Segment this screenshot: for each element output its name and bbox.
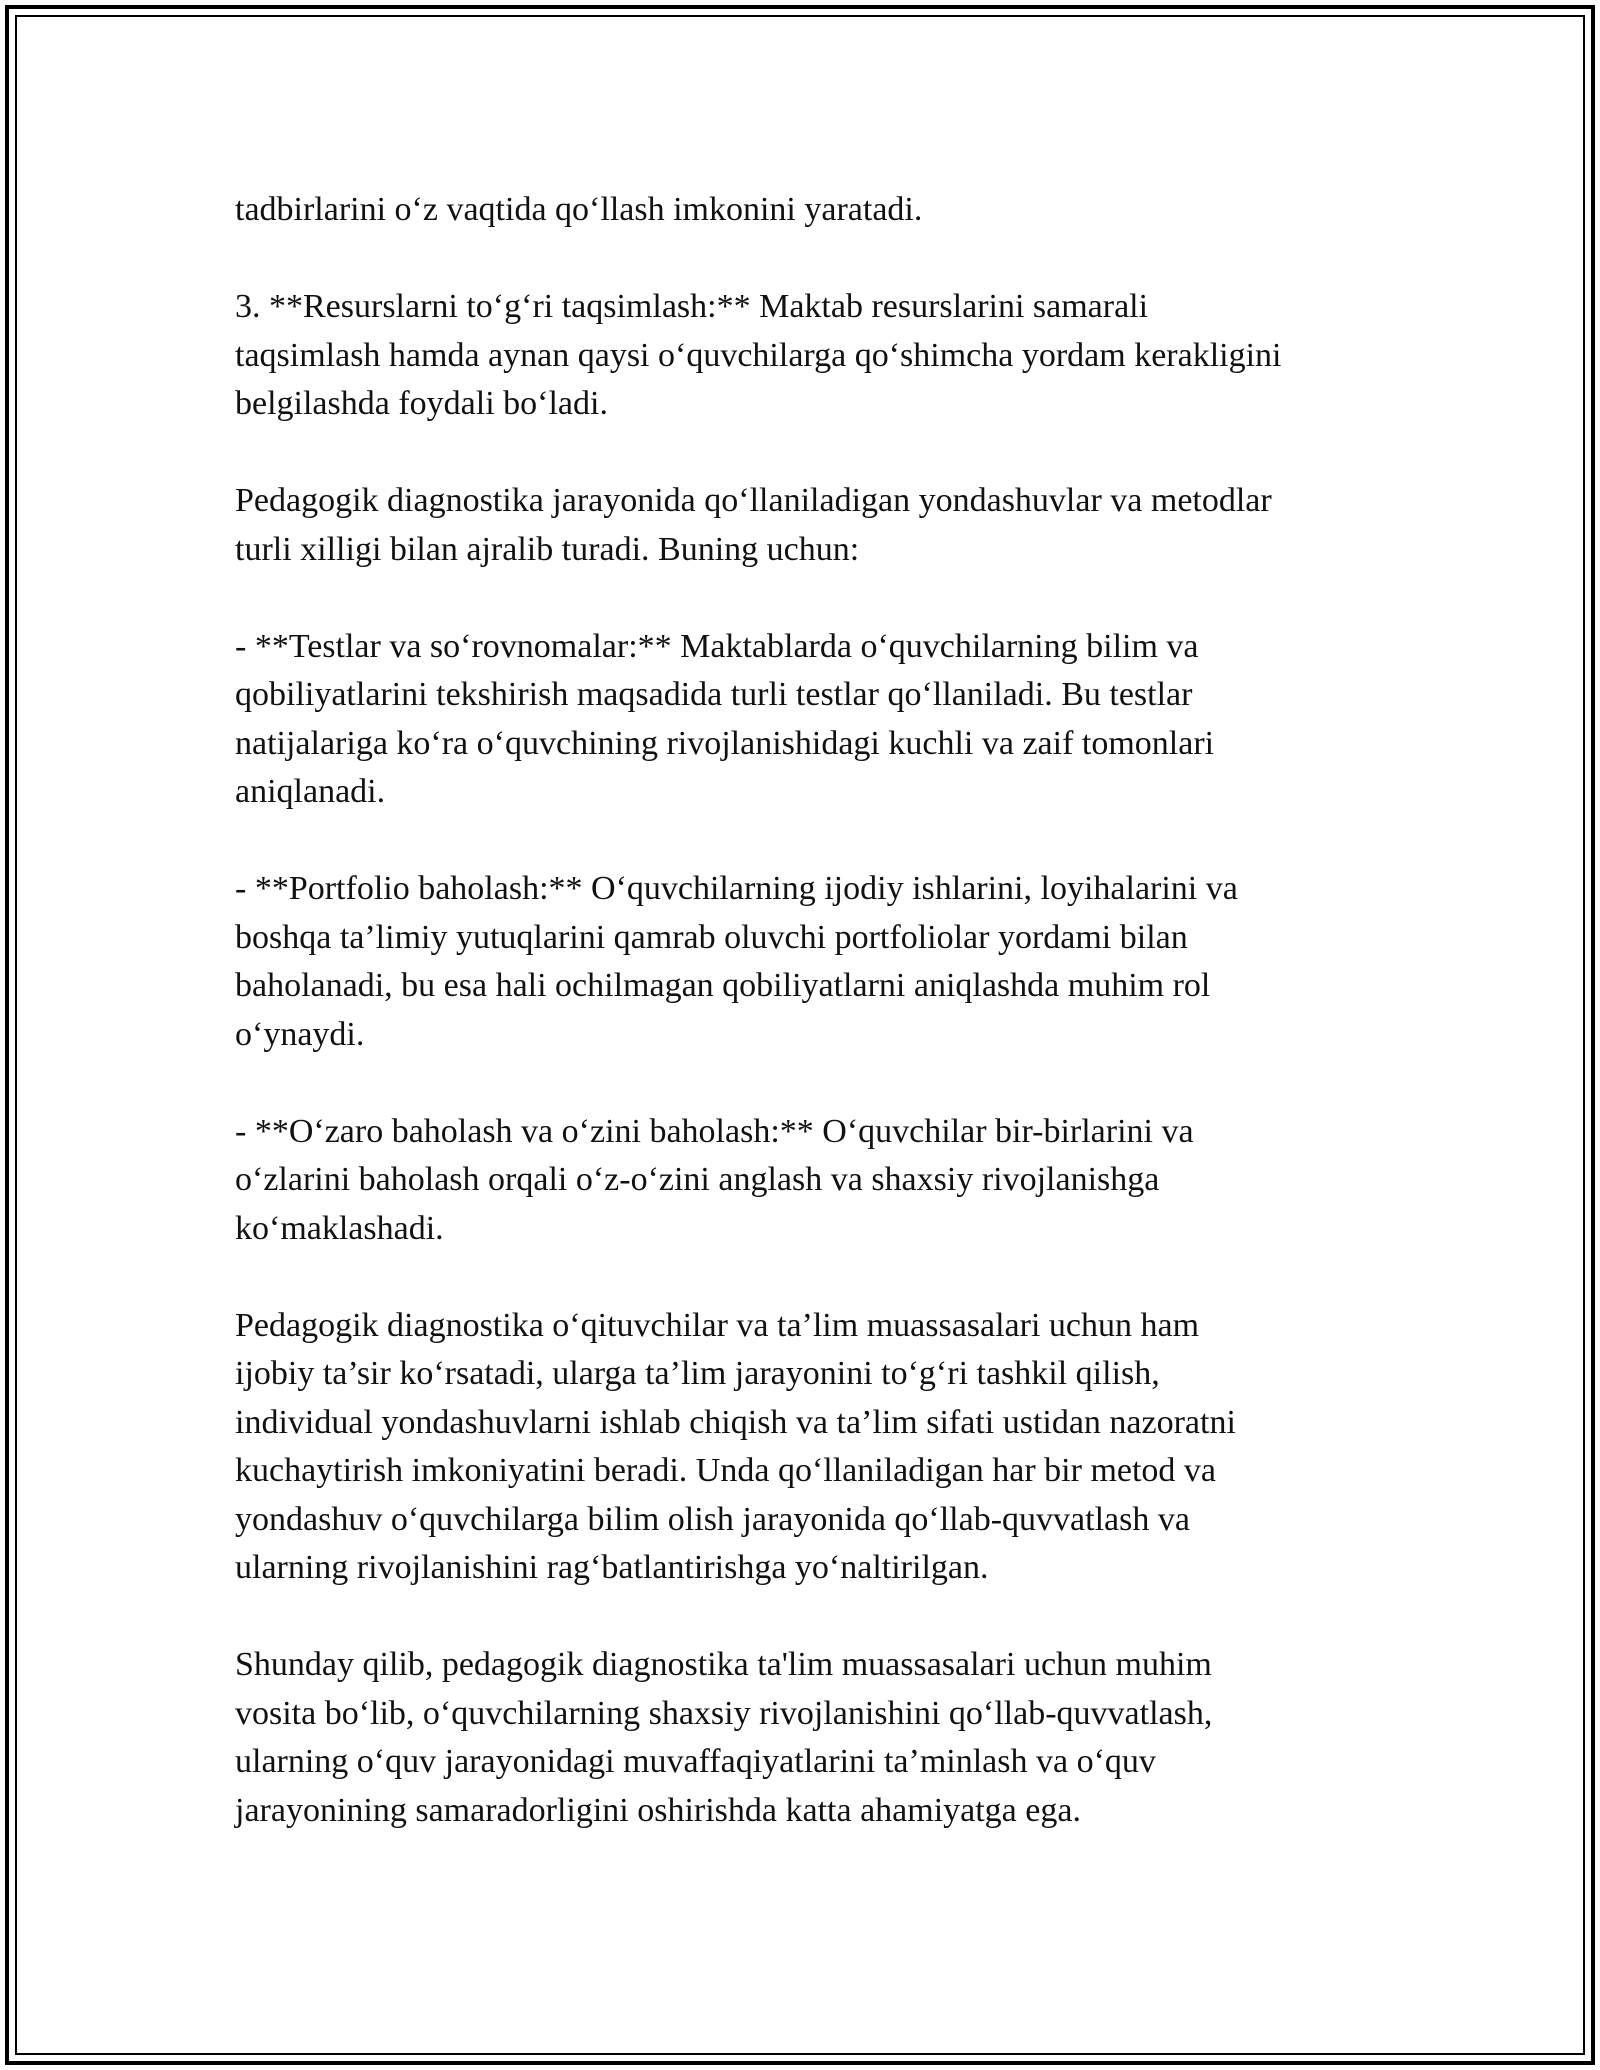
text-line: ularning rivojlanishini rag‘batlantirishga yo‘naltirilgan.	[235, 1549, 989, 1586]
text-line: ularning o‘quv jarayonidagi muvaffaqiyatlarini ta’minlash va o‘quv	[235, 1743, 1156, 1780]
text-line: - **Testlar va so‘rovnomalar:** Maktablarda o‘quvchilarning bilim va	[235, 627, 1199, 665]
paragraph-teachers-impact	[235, 1302, 1395, 1593]
text-line: Pedagogik diagnostika o‘qituvchilar va ta’lim muassasalari uchun ham	[235, 1306, 1200, 1344]
text-line: belgilashda foydali bo‘ladi.	[235, 385, 608, 422]
text-line: boshqa ta’limiy yutuqlarini qamrab oluvchi portfoliolar yordami bilan	[235, 918, 1188, 956]
text-line: tadbirlarini o‘z vaqtida qo‘llash imkonini yaratadi.	[235, 191, 923, 228]
paragraph-peer-assessment	[235, 1108, 1395, 1254]
text-line: taqsimlash hamda aynan qaysi o‘quvchilarga qo‘shimcha yordam kerakligini	[235, 336, 1282, 374]
text-line: individual yondashuvlarni ishlab chiqish va ta’lim sifati ustidan nazoratni	[235, 1403, 1236, 1441]
text-line: ko‘maklashadi.	[235, 1209, 444, 1247]
text-line: Pedagogik diagnostika jarayonida qo‘llaniladigan yondashuvlar va metodlar	[235, 482, 1272, 519]
text-line: turli xilligi bilan ajralib turadi. Buning uchun:	[235, 530, 860, 568]
paragraph-resources	[235, 283, 1395, 429]
text-line: Shunday qilib, pedagogik diagnostika ta'lim muassasalari uchun muhim	[235, 1646, 1212, 1683]
text-line: yondashuv o‘quvchilarga bilim olish jarayonida qo‘llab-quvvatlash va	[235, 1500, 1190, 1538]
document-body	[235, 186, 1395, 1884]
text-line: kuchaytirish imkoniyatini beradi. Unda qo‘llaniladigan har bir metod va	[235, 1452, 1217, 1489]
text-line: 3. **Resurslarni to‘g‘ri taqsimlash:** Maktab resurslarini samarali	[235, 288, 1149, 325]
text-line: o‘ynaydi.	[235, 1015, 365, 1053]
text-line: aniqlanadi.	[235, 773, 386, 810]
text-line: o‘zlarini baholash orqali o‘z-o‘zini anglash va shaxsiy rivojlanishga	[235, 1161, 1160, 1198]
paragraph-tests	[235, 623, 1395, 817]
paragraph-continuation	[235, 186, 1395, 235]
paragraph-conclusion	[235, 1641, 1395, 1835]
text-line: vosita bo‘lib, o‘quvchilarning shaxsiy rivojlanishini qo‘llab-quvvatlash,	[235, 1694, 1213, 1732]
paragraph-approaches-intro	[235, 477, 1395, 574]
text-line: qobiliyatlarini tekshirish maqsadida turli testlar qo‘llaniladi. Bu testlar	[235, 676, 1193, 713]
text-line: jarayonining samaradorligini oshirishda katta ahamiyatga ega.	[235, 1791, 1081, 1829]
paragraph-portfolio	[235, 865, 1395, 1059]
text-line: ijobiy ta’sir ko‘rsatadi, ularga ta’lim jarayonini to‘g‘ri tashkil qilish,	[235, 1355, 1160, 1392]
text-line: - **Portfolio baholash:** O‘quvchilarning ijodiy ishlarini, loyihalarini va	[235, 870, 1238, 907]
text-line: - **O‘zaro baholash va o‘zini baholash:** O‘quvchilar bir-birlarini va	[235, 1112, 1194, 1150]
text-line: natijalariga ko‘ra o‘quvchining rivojlanishidagi kuchli va zaif tomonlari	[235, 724, 1215, 762]
text-line: baholanadi, bu esa hali ochilmagan qobiliyatlarni aniqlashda muhim rol	[235, 967, 1211, 1004]
